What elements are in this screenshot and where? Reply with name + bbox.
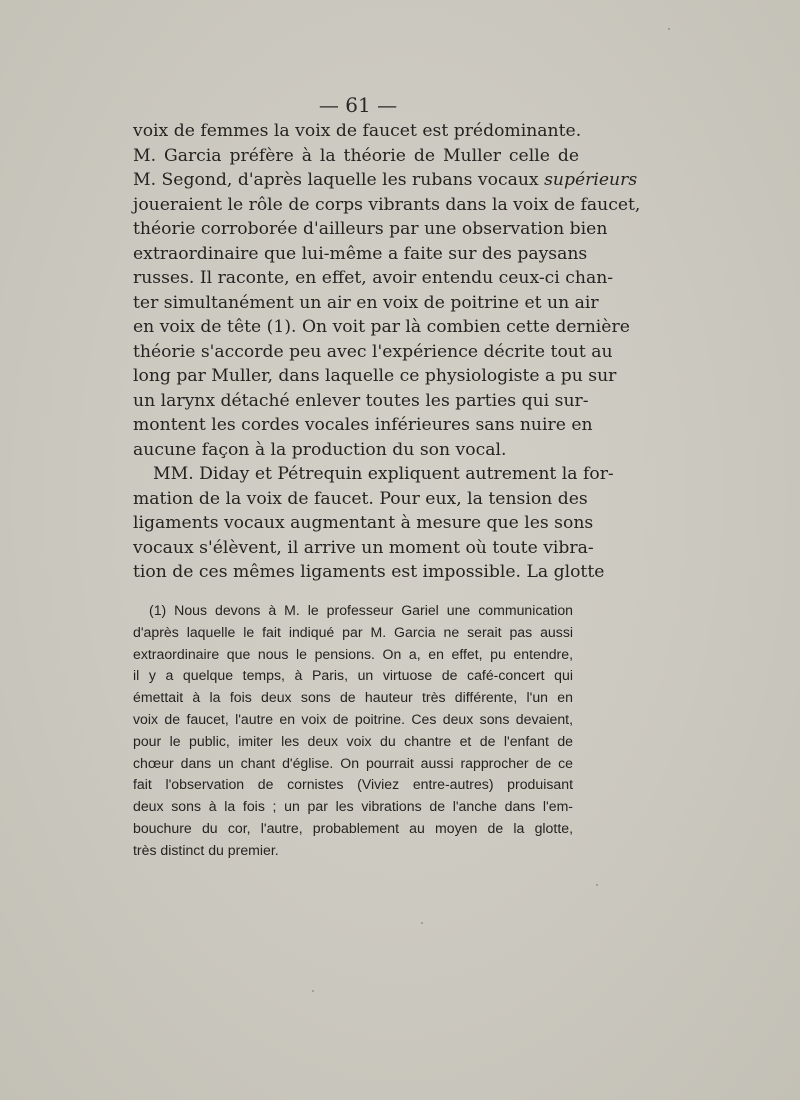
text-line: mation de la voix de faucet. Pour eux, la tension des xyxy=(133,488,588,509)
text-line: ter simultanément un air en voix de poitrine et un air xyxy=(133,292,599,313)
footnote-line: il y a quelque temps, à Paris, un virtuose de café-concert qui xyxy=(133,667,573,684)
footnote-line: (1) Nous devons à M. le professeur Gariel une communication xyxy=(149,602,573,618)
footnote xyxy=(133,600,573,862)
paragraph-start-line: MM. Diday et Pétrequin expliquent autrement la for- xyxy=(153,464,614,484)
text-line: russes. Il raconte, en effet, avoir entendu ceux-ci chan- xyxy=(133,268,614,288)
footnote-line: extraordinaire que nous le pensions. On a, en effet, pu entendre, xyxy=(133,645,573,662)
text-line: tion de ces mêmes ligaments est impossible. La glotte xyxy=(133,562,605,582)
text-line: théorie corroborée d'ailleurs par une observation bien xyxy=(133,219,608,239)
text-line: montent les cordes vocales inférieures sans nuire en xyxy=(133,415,593,435)
footnote-line: très distinct du premier. xyxy=(133,841,279,858)
paper-speck xyxy=(312,990,314,992)
footnote-line: bouchure du cor, l'autre, probablement au moyen de la glotte, xyxy=(133,819,573,836)
text-line: vocaux s'élèvent, il arrive un moment où toute vibra- xyxy=(133,537,594,558)
page-number: — 61 — xyxy=(318,93,398,117)
text-line: joueraient le rôle de corps vibrants dans la voix de faucet, xyxy=(133,194,641,215)
paper-speck xyxy=(668,28,670,30)
text-line: en voix de tête (1). On voit par là combien cette dernière xyxy=(133,317,630,337)
text-line: un larynx détaché enlever toutes les parties qui sur- xyxy=(133,390,589,411)
paper-speck xyxy=(596,884,598,886)
text-line: voix de femmes la voix de faucet est prédominante. xyxy=(133,121,582,141)
text-line-part: M. Segond, d'après laquelle les rubans vocaux xyxy=(133,170,539,190)
footnote-line: émettait à la fois deux sons de hauteur très différente, l'un en xyxy=(133,689,573,706)
text-line: extraordinaire que lui-même a faite sur des paysans xyxy=(133,243,588,264)
main-text xyxy=(133,119,641,585)
text-line: aucune façon à la production du son vocal. xyxy=(133,439,507,460)
text-line-with-italic xyxy=(133,168,638,193)
footnote-line: pour le public, imiter les deux voix du chantre et de l'enfant de xyxy=(133,732,573,749)
text-line: théorie s'accorde peu avec l'expérience décrite tout au xyxy=(133,341,613,362)
text-line: ligaments vocaux augmentant à mesure que les sons xyxy=(133,513,594,533)
text-line: long par Muller, dans laquelle ce physiologiste a pu sur xyxy=(133,366,617,386)
italic-word: supérieurs xyxy=(544,170,638,190)
footnote-line: deux sons à la fois ; un par les vibrations de l'anche dans l'em- xyxy=(133,798,573,815)
paper-speck xyxy=(421,922,423,924)
footnote-line: fait l'observation de cornistes (Viviez entre-autres) produisant xyxy=(133,776,573,793)
text-line: M. Garcia préfère à la théorie de Muller celle de xyxy=(133,145,579,166)
footnote-line: d'après laquelle le fait indiqué par M. Garcia ne serait pas aussi xyxy=(133,623,573,640)
footnote-line: chœur dans un chant d'église. On pourrait aussi rapprocher de ce xyxy=(133,754,573,771)
footnote-line: voix de faucet, l'autre en voix de poitrine. Ces deux sons devaient, xyxy=(133,710,573,727)
